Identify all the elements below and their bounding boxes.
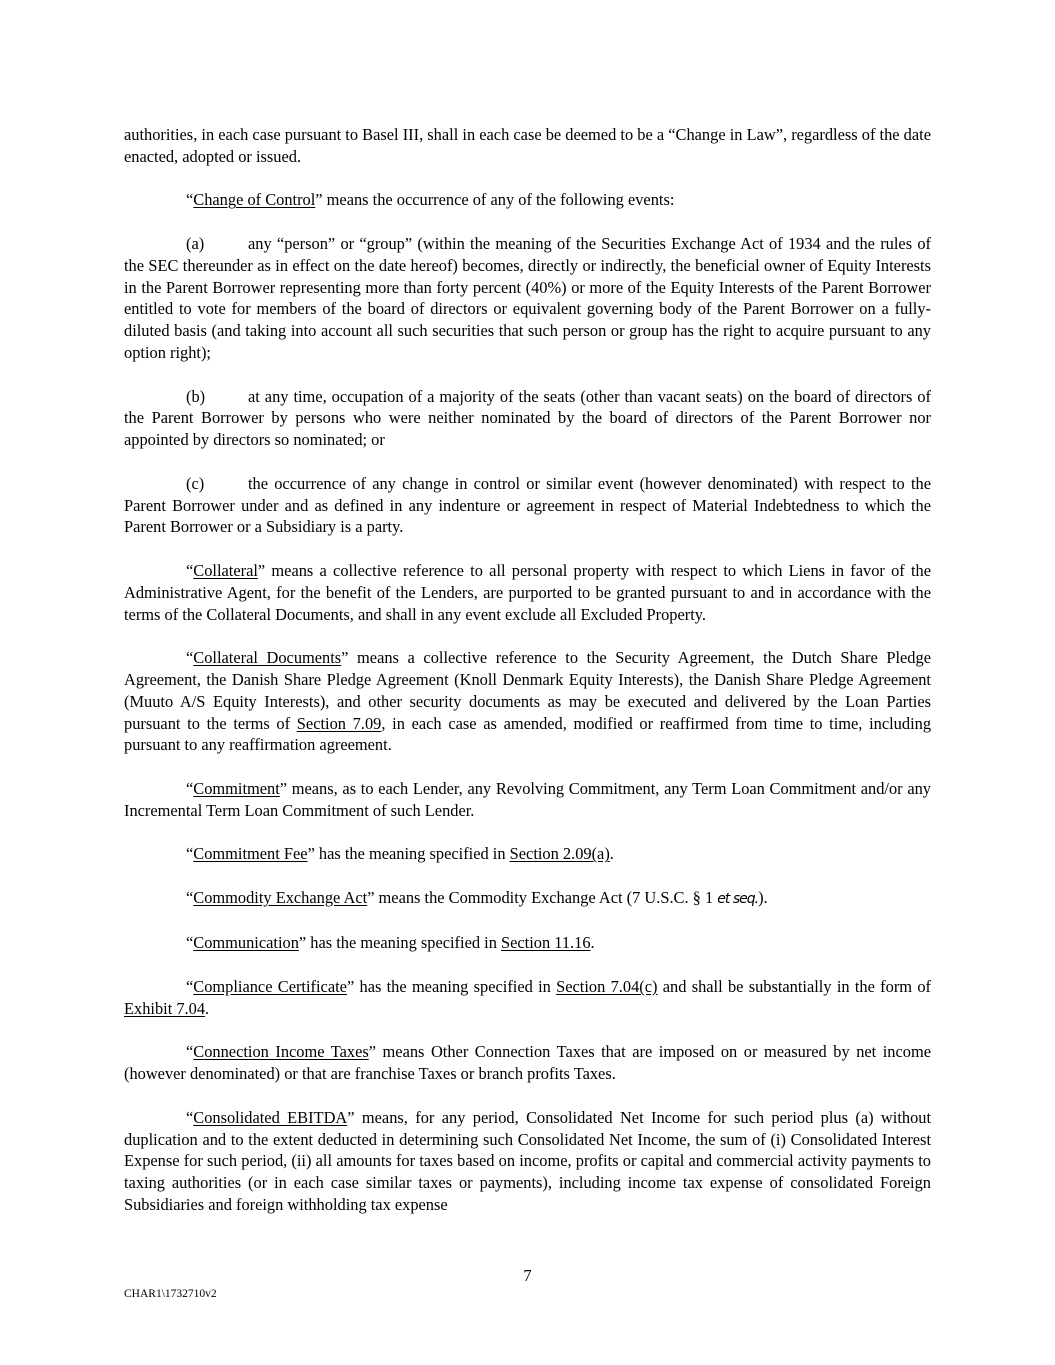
- text-segment: “: [186, 1042, 194, 1062]
- defined-term: Consolidated EBITDA: [193, 1107, 348, 1127]
- text-segment: “: [186, 887, 194, 907]
- text-segment: ” means, as to each Lender, any Revolving Commitment, any Term Loan Commitment and/or any Incremental Term Loan Commitment of such Lender.: [124, 778, 931, 820]
- text-segment: “: [186, 560, 194, 580]
- clause-marker: (c): [186, 473, 205, 493]
- definition-paragraph: [124, 976, 931, 1020]
- text-segment: “: [186, 1107, 194, 1127]
- definition-paragraph: [124, 1041, 931, 1085]
- document-id: CHAR1\1732710v2: [124, 1288, 217, 1300]
- defined-term: Section 7.04(c): [556, 977, 658, 997]
- text-segment: ” has the meaning specified in: [298, 933, 501, 953]
- text-segment: and shall be substantially in the form of: [657, 977, 931, 997]
- defined-term: Commodity Exchange Act: [193, 887, 368, 907]
- text-segment: ” means a collective reference to the Security Agreement, the Dutch Share Pledge Agreement, the Danish Share Pledge Agreement (Knoll Denmark Equity Interests), the Danish Share Pledge Agreement (Muuto A/S Equity Interests), and other security documents as may be executed and delivered by the Loan Parties pursuant to the terms of: [124, 648, 931, 733]
- text-segment: “: [186, 648, 194, 668]
- text-segment: “: [186, 190, 194, 210]
- text-segment: at any time, occupation of a majority of the seats (other than vacant seats) on the board of directors of the Parent Borrower by persons who were neither nominated by the board of directors of the Parent Borrower nor appointed by directors so nominated; or: [124, 386, 931, 450]
- defined-term: Collateral Documents: [193, 648, 342, 668]
- clause-paragraph: [124, 386, 931, 451]
- text-segment: ” means a collective reference to all personal property with respect to which Liens in favor of the Administrative Agent, for the benefit of the Lenders, are purported to be granted pursuant to and in accordance with the terms of the Collateral Documents, and shall in any event exclude all Excluded Property.: [124, 560, 931, 624]
- text-segment: “: [186, 977, 194, 997]
- definition-paragraph: [124, 189, 931, 211]
- text-segment: “: [186, 778, 194, 798]
- text-segment: ” has the meaning specified in: [346, 977, 557, 997]
- defined-term: Connection Income Taxes: [193, 1042, 369, 1062]
- definition-paragraph: [124, 647, 931, 756]
- text-segment: ” means, for any period, Consolidated Net Income for such period plus (a) without duplication and to the extent deducted in determining such Consolidated Net Income, the sum of (i) Consolidated Interest Expense for such period, (ii) all amounts for taxes based on income, profits or capital and commercial activity payments to taxing authorities (or in each case similar taxes or payments), including income tax expense of consolidated Foreign Subsidiaries and foreign withholding tax expense: [124, 1107, 932, 1215]
- text-segment: .: [590, 933, 595, 953]
- clause-marker: (a): [186, 233, 205, 253]
- defined-term: Section 11.16: [501, 933, 591, 953]
- text-segment: authorities, in each case pursuant to Basel III, shall in each case be deemed to be a “Change in Law”, regardless of the date enacted, adopted or issued.: [124, 125, 931, 166]
- defined-term: Section 7.09: [296, 713, 382, 733]
- defined-term: Collateral: [193, 560, 258, 580]
- definition-paragraph: [124, 887, 931, 911]
- defined-term: Commitment Fee: [193, 844, 308, 864]
- defined-term: Change of Control: [193, 190, 316, 210]
- text-segment: .: [205, 998, 210, 1018]
- text-segment: ” means the Commodity Exchange Act (7 U.S.C. § 1: [367, 887, 718, 907]
- page-number: 7: [523, 1266, 532, 1285]
- document-body: [124, 124, 931, 1238]
- italic-text: et seq.: [717, 890, 759, 907]
- text-segment: the occurrence of any change in control or similar event (however denominated) with respect to the Parent Borrower under and as defined in any indenture or agreement in respect of Material Indebtedness to which the Parent Borrower or a Subsidiary is a party.: [124, 473, 931, 537]
- definition-paragraph: [124, 560, 931, 625]
- text-segment: .: [609, 844, 614, 864]
- text-segment: , in each case as amended, modified or reaffirmed from time to time, including pursuant to any reaffirmation agreement.: [124, 713, 932, 755]
- defined-term: Communication: [193, 933, 299, 953]
- defined-term: Exhibit 7.04: [124, 998, 206, 1018]
- text-segment: “: [186, 933, 194, 953]
- clause-paragraph: [124, 473, 931, 538]
- definition-paragraph: [124, 124, 931, 168]
- clause-paragraph: [124, 233, 931, 364]
- defined-term: Commitment: [193, 778, 280, 798]
- text-segment: “: [186, 844, 194, 864]
- definition-paragraph: [124, 932, 931, 954]
- text-segment: ” has the meaning specified in: [307, 844, 510, 864]
- text-segment: ” means Other Connection Taxes that are imposed on or measured by net income (however denominated) or that are franchise Taxes or branch profits Taxes.: [124, 1042, 931, 1084]
- text-segment: ” means the occurrence of any of the following events:: [315, 190, 675, 210]
- defined-term: Compliance Certificate: [193, 977, 347, 997]
- text-segment: ).: [758, 887, 768, 907]
- definition-paragraph: [124, 843, 931, 865]
- clause-marker: (b): [186, 386, 206, 406]
- defined-term: Section 2.09(a): [509, 844, 610, 864]
- definition-paragraph: [124, 778, 931, 822]
- text-segment: any “person” or “group” (within the meaning of the Securities Exchange Act of 1934 and the rules of the SEC thereunder as in effect on the date hereof) becomes, directly or indirectly, the beneficial owner of Equity Interests in the Parent Borrower representing more than forty percent (40%) or more of the Equity Interests of the Parent Borrower entitled to vote for members of the board of directors or equivalent governing body of the Parent Borrower on a fully-diluted basis (and taking into account all such securities that such person or group has the right to acquire pursuant to any option right);: [124, 233, 931, 362]
- definition-paragraph: [124, 1107, 931, 1216]
